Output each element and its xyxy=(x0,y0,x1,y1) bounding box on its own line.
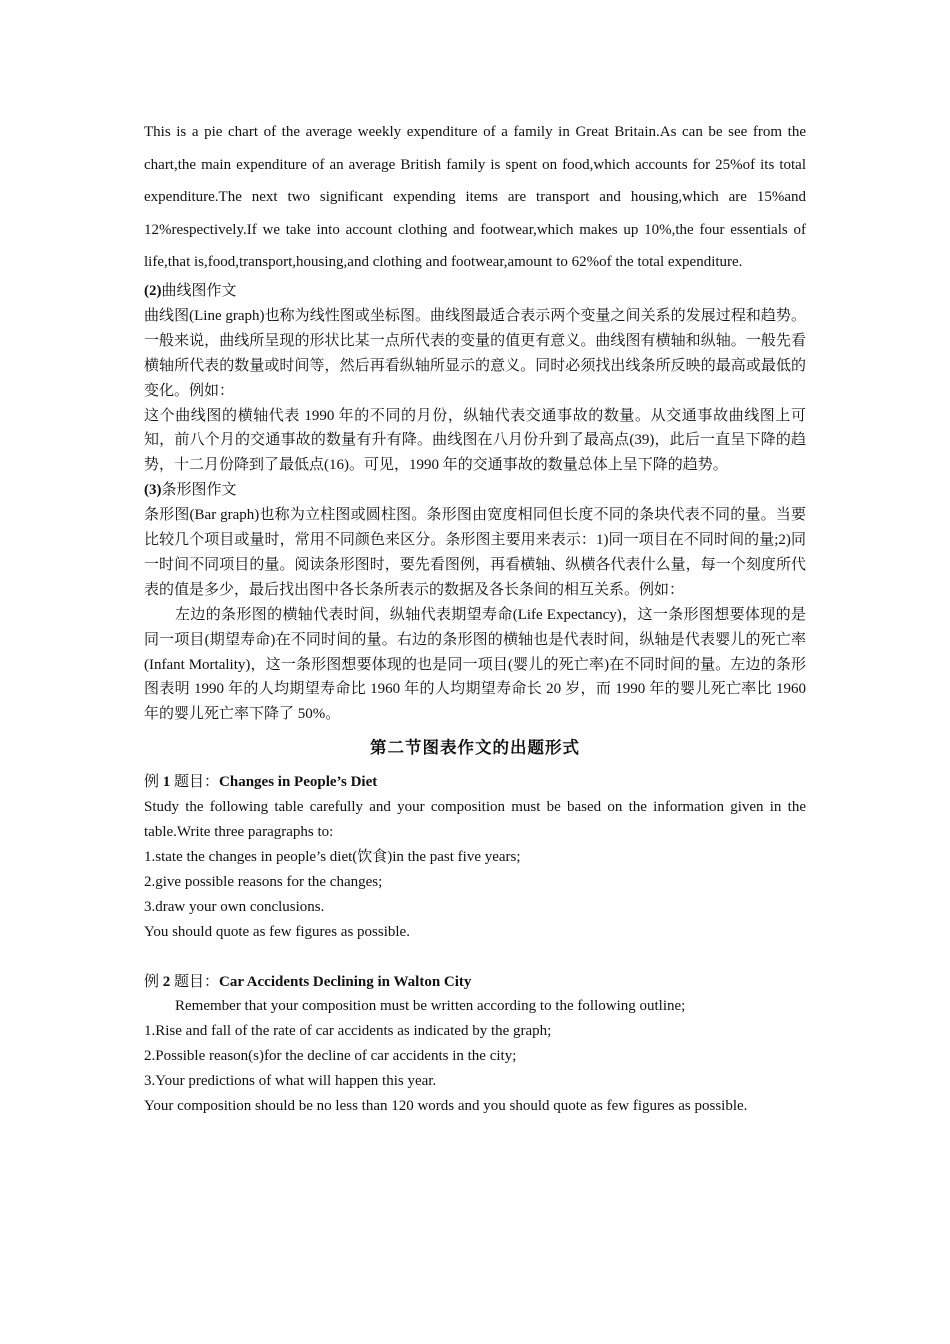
line-graph-paragraph-1: 曲线图(Line graph)也称为线性图或坐标图。曲线图最适合表示两个变量之间关系的发展过程和趋势。一般来说，曲线所呈现的形状比某一点所代表的变量的值更有意义。曲线图有横轴和纵轴。一般先看横轴所代表的数量或时间等，然后再看纵轴所显示的意义。同时必须找出线条所反映的最高或最低的变化。例如： xyxy=(144,307,806,399)
bar-graph-paragraph-1: 条形图(Bar graph)也称为立柱图或圆柱图。条形图由宽度相同但长度不同的条块代表不同的量。当要比较几个项目或量时，常用不同颜色来区分。条形图主要用来表示：1)同一项目在不同时间的量;2)同一时间不同项目的量。阅读条形图时，要先看图例，再看横轴、纵横各代表什么量，每一个刻度所代表的值是多少，最后找出图中各长条所表示的数据及各长条间的相互关系。例如： xyxy=(144,507,806,598)
bar-graph-paragraph-2: 左边的条形图的横轴代表时间，纵轴代表期望寿命(Life Expectancy)，这一条形图想要体现的是同一项目(期望寿命)在不同时间的量。右边的条形图的横轴也是代表时间，纵轴是代表婴儿的死亡率(Infant Mortality)，这一条形图想要体现的也是同一项目(婴儿的死亡率)在不同时间的量。左边的条形图表明 1990 年的人均期望寿命比 1960 年的人均期望寿命长 20 岁，而 1990 年的婴儿死亡率比 1960 年的婴儿死亡率下降了 50%。 xyxy=(144,606,806,723)
line-graph-paragraph-2: 这个曲线图的横轴代表 1990 年的不同的月份，纵轴代表交通事故的数量。从交通事故曲线图上可知，前八个月的交通事故的数量有升有降。曲线图在八月份升到了最高点(39)，此后一直呈下降的趋势，十二月份降到了最低点(16)。可见，1990 年的交通事故的数量总体上呈下降的趋势。 xyxy=(144,407,806,474)
section-title: 第二节图表作文的出题形式 xyxy=(370,738,580,758)
example-1-label-post: 题目： xyxy=(170,774,220,791)
example-2-title: Car Accidents Declining in Walton City xyxy=(219,973,472,990)
example-1-number: 1 xyxy=(162,774,171,791)
line-graph-heading-text: 曲线图作文 xyxy=(161,282,237,299)
example-1-line: 1.state the changes in people’s diet(饮食)in the past five years; xyxy=(144,849,521,865)
line-graph-heading-number: (2) xyxy=(144,282,162,299)
bar-graph-heading-number: (3) xyxy=(144,482,162,499)
example-1-line: 2.give possible reasons for the changes; xyxy=(144,873,383,890)
example-2-outline-intro: Remember that your composition must be written according to the following outline; xyxy=(175,998,686,1015)
pie-chart-description xyxy=(144,116,806,279)
example-1-line: You should quote as few figures as possible. xyxy=(144,923,410,940)
example-1-title: Changes in People’s Diet xyxy=(219,774,378,791)
document-body xyxy=(144,279,806,1119)
example-2-line: 2.Possible reason(s)for the decline of car accidents in the city; xyxy=(144,1048,517,1065)
example-2-line: 1.Rise and fall of the rate of car accidents as indicated by the graph; xyxy=(144,1023,552,1040)
example-2-label-post: 题目： xyxy=(170,973,220,990)
example-2-label-pre: 例 xyxy=(144,973,163,990)
example-1-line: Study the following table carefully and your composition must be based on the information given in the table.Write three paragraphs to: xyxy=(144,799,806,841)
bar-graph-heading xyxy=(144,478,806,503)
line-graph-heading xyxy=(144,279,806,304)
example-2-line: 3.Your predictions of what will happen this year. xyxy=(144,1073,437,1090)
example-2-number: 2 xyxy=(162,973,171,990)
example-1-line: 3.draw your own conclusions. xyxy=(144,898,325,915)
document-page xyxy=(144,116,806,1119)
example-2-heading xyxy=(144,970,806,995)
intro-paragraph: This is a pie chart of the average weekly expenditure of a family in Great Britain.As can be see from the chart,the main expenditure of an average British family is spent on food,which accounts for 25%of its total expenditure.The next two significant expending items are transport and housing,which are 15%and 12%respectively.If we take into account clothing and footwear,which makes up 10%,the four essentials of life,that is,food,transport,housing,and clothing and footwear,amount to 62%of the total expenditure. xyxy=(144,124,806,271)
example-2-line: Your composition should be no less than 120 words and you should quote as few figures as possible. xyxy=(144,1098,748,1115)
example-1-label-pre: 例 xyxy=(144,774,163,791)
example-1-heading xyxy=(144,770,806,795)
spacer xyxy=(144,945,806,970)
bar-graph-heading-text: 条形图作文 xyxy=(161,482,237,499)
